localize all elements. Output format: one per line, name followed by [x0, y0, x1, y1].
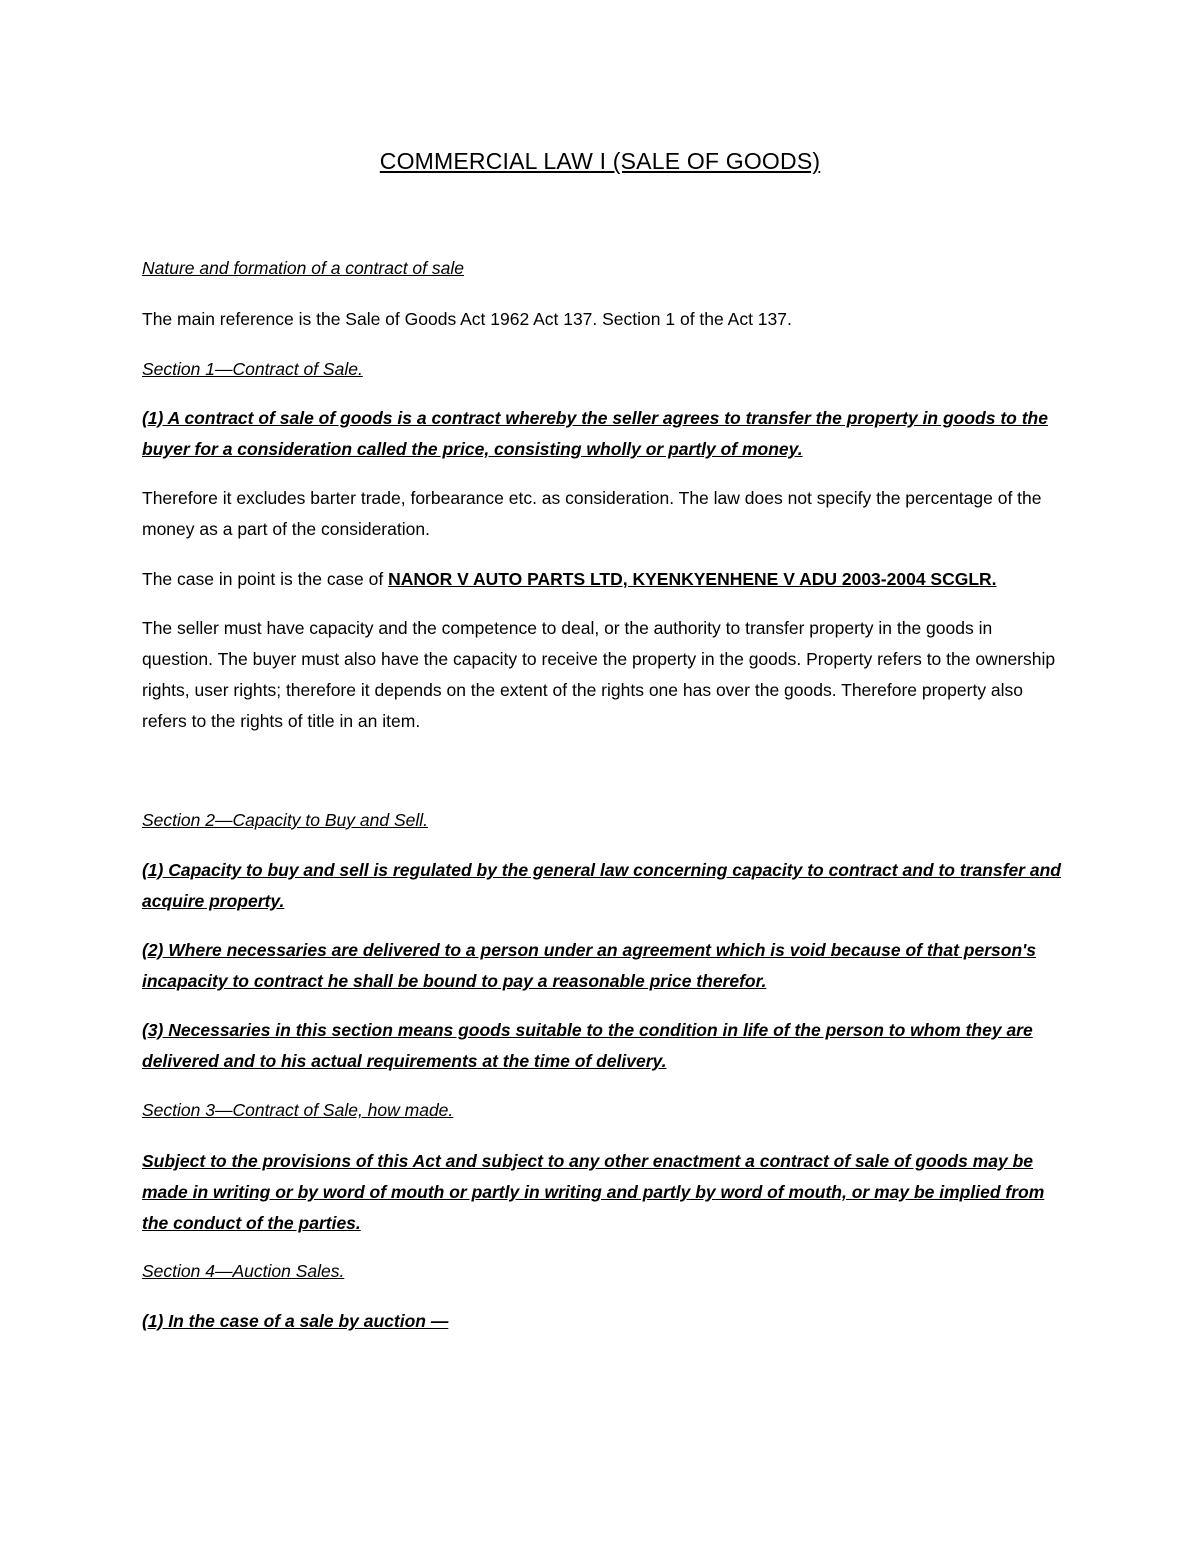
case-paragraph	[142, 564, 1062, 595]
capacity-paragraph: The seller must have capacity and the competence to deal, or the authority to transfer property in the goods in question. The buyer must also have the capacity to receive the property in the goods. Property refers to the ownership rights, user rights; therefore it depends on the extent of the rights one has over the goods. Therefore property also refers to the rights of title in an item.	[142, 618, 1056, 731]
section-2-subsection-1: (1) Capacity to buy and sell is regulated by the general law concerning capacity to contract and to transfer and acquire property.	[142, 860, 1061, 911]
main-reference-paragraph: The main reference is the Sale of Goods Act 1962 Act 137. Section 1 of the Act 137.	[142, 309, 792, 329]
section-2-subsection-3: (3) Necessaries in this section means goods suitable to the condition in life of the person to whom they are delivered and to his actual requirements at the time of delivery.	[142, 1020, 1033, 1071]
section-2-heading: Section 2—Capacity to Buy and Sell.	[142, 810, 428, 830]
section-3-heading: Section 3—Contract of Sale, how made.	[142, 1100, 454, 1120]
section-3-body: Subject to the provisions of this Act and subject to any other enactment a contract of sale of goods may be made in writing or by word of mouth or partly in writing and partly by word of mouth, or may be implied from the conduct of the parties.	[142, 1151, 1045, 1233]
nature-heading: Nature and formation of a contract of sale	[142, 258, 464, 278]
section-1-heading: Section 1—Contract of Sale.	[142, 359, 363, 379]
section-4-heading: Section 4—Auction Sales.	[142, 1261, 345, 1281]
section-2-subsection-2: (2) Where necessaries are delivered to a person under an agreement which is void because of that person's incapacity to contract he shall be bound to pay a reasonable price therefor.	[142, 940, 1037, 991]
section-1-subsection-1: (1) A contract of sale of goods is a contract whereby the seller agrees to transfer the property in goods to the buyer for a consideration called the price, consisting wholly or partly of money.	[142, 408, 1048, 459]
case-prefix: The case in point is the case of	[142, 569, 384, 589]
case-name: NANOR V AUTO PARTS LTD, KYENKYENHENE V ADU 2003-2004 SCGLR.	[388, 569, 997, 589]
document-title: COMMERCIAL LAW I (SALE OF GOODS)	[379, 148, 821, 174]
section-4-subsection-1: (1) In the case of a sale by auction —	[142, 1311, 449, 1331]
barter-paragraph: Therefore it excludes barter trade, forbearance etc. as consideration. The law does not specify the percentage of the money as a part of the consideration.	[142, 488, 1042, 539]
